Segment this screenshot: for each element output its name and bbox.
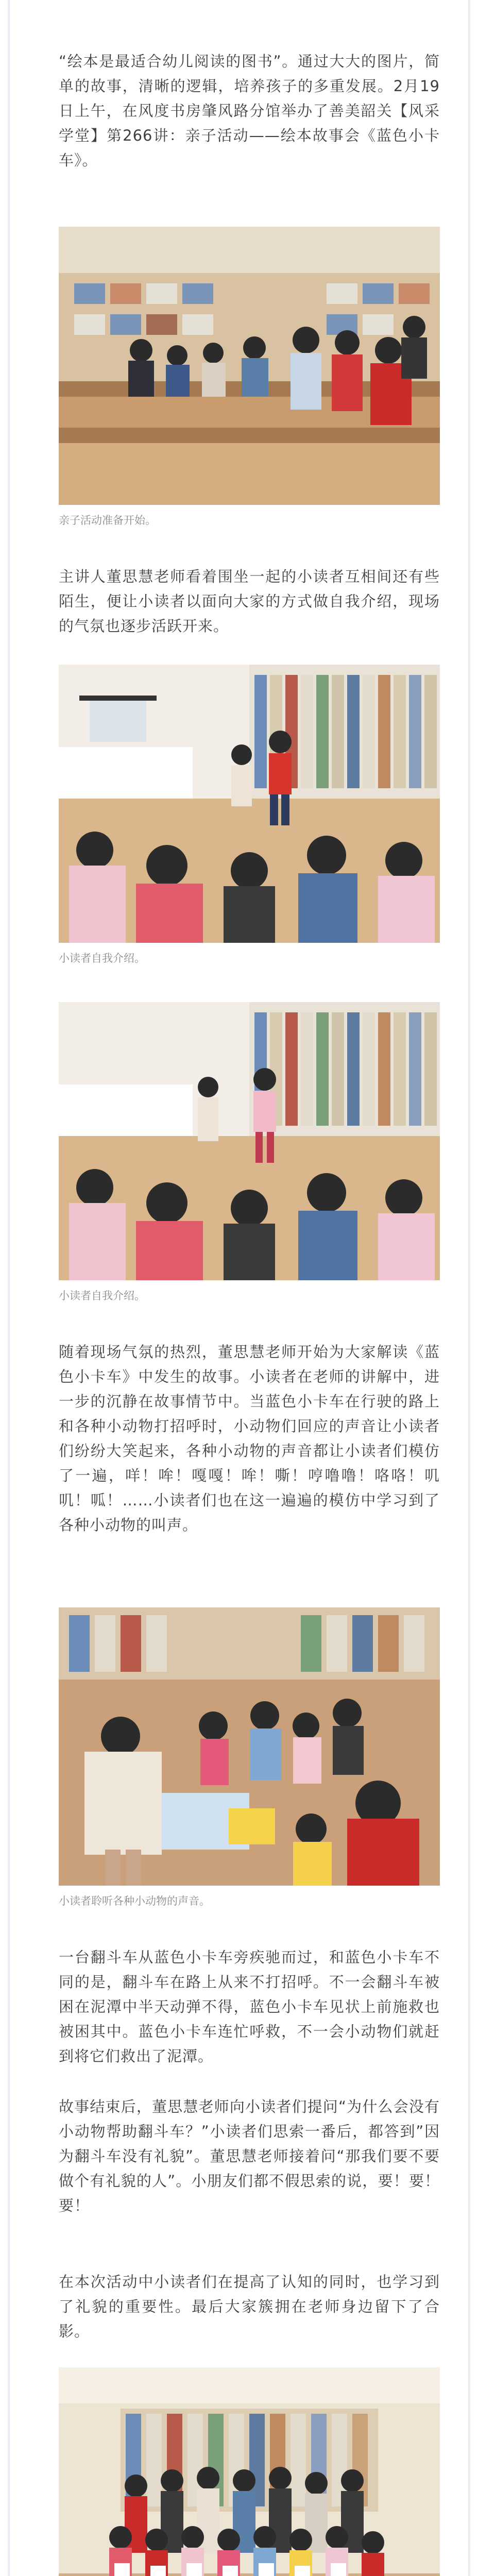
- intro-paragraph: “绘本是最适合幼儿阅读的图书”。通过大大的图片，简单的故事，清晰的逻辑，培养孩子的多重发展。2月19日上午，在风度书房肇风路分馆举办了善美韶关【风采学堂】第266讲：亲子活动——绘本故事会《蓝色小卡车》。: [59, 53, 440, 169]
- question-paragraph: 故事结束后，董思慧老师向小读者们提问“为什么会没有小动物帮助翻斗车？”小读者们思索一番后，都答到”因为翻斗车没有礼貌”。董思慧老师接着问“那我们要不要做个有礼貌的人”。小朋友们都不假思索的说，要！要！要！: [59, 2098, 440, 2214]
- photo-caption: 小读者聆听各种小动物的声音。: [59, 1895, 210, 1907]
- photo-caption: 小读者自我介绍。: [59, 1290, 145, 1302]
- story-paragraph: 随着现场气氛的热烈，董思慧老师开始为大家解读《蓝色小卡车》中发生的故事。小读者在老师的讲解中，进一步的沉静在故事情节中。当蓝色小卡车在行驶的路上和各种小动物打招呼时，小动物们回应的声音让小读者们纷纷大笑起来，各种小动物的声音都让小读者们模仿了一遍，咩！哞！嘎嘎！哞！嘶！哼噜噜！咯咯！叽叽！呱！……小读者们也在这一遍遍的模仿中学习到了各种小动物的叫声。: [59, 1343, 440, 1534]
- photo-caption: 亲子活动准备开始。: [59, 514, 156, 527]
- photo-caption: 小读者自我介绍。: [59, 952, 145, 964]
- self-intro-paragraph: 主讲人董思慧老师看着围坐一起的小读者互相间还有些陌生，便让小读者以面向大家的方式做自我介绍，现场的气氛也逐步活跃开来。: [59, 568, 440, 635]
- photo-animal-sounds: [59, 1607, 440, 1886]
- photo-group: [59, 2367, 440, 2576]
- dump-truck-paragraph: 一台翻斗车从蓝色小卡车旁疾驰而过，和蓝色小卡车不同的是，翻斗车在路上从来不打招呼。不一会翻斗车被困在泥潭中半天动弹不得，蓝色小卡车见状上前施救也被困其中。蓝色小卡车连忙呼救，不一会小动物们就赶到将它们救出了泥潭。: [59, 1948, 440, 2065]
- photo-self-intro-1: [59, 665, 440, 943]
- photo-self-intro-2: [59, 1002, 440, 1280]
- photo-activity-start: [59, 227, 440, 505]
- article-card: [8, 0, 470, 2576]
- conclusion-paragraph: 在本次活动中小读者们在提高了认知的同时，也学习到了礼貌的重要性。最后大家簇拥在老师身边留下了合影。: [59, 2273, 440, 2340]
